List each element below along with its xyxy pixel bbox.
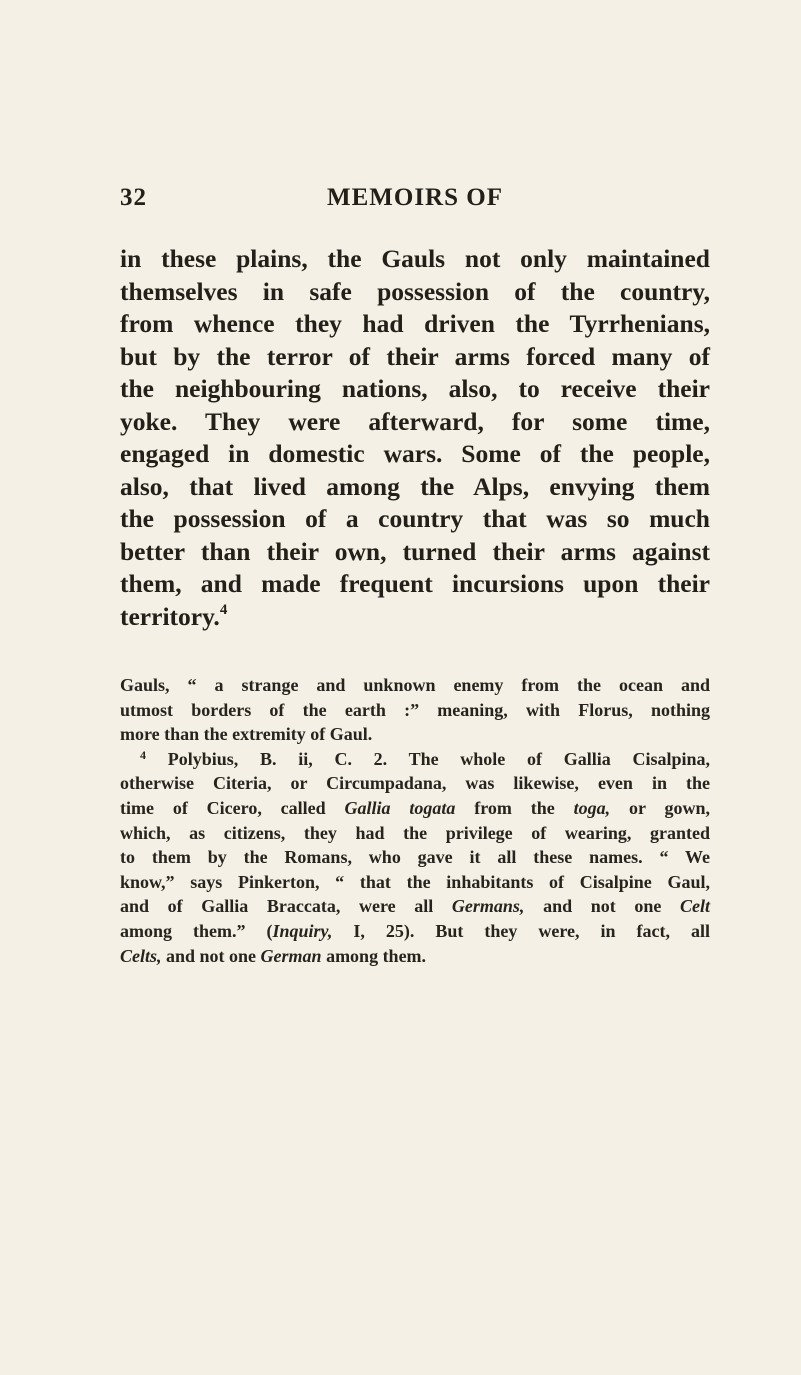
footnote-4-line: which, as citizens, they had the privilege of wearing, granted	[120, 822, 710, 843]
footnote-4-line: and of Gallia Braccata, were all Germans, and not one Celt	[120, 896, 710, 917]
footnote-line: more than the extremity of Gaul.	[120, 724, 373, 745]
footnote-4-line: among them.” (Inquiry, I, 25). But they were, in fact, all	[120, 920, 710, 941]
footnote-4-line: time of Cicero, called Gallia togata from the toga, or gown,	[120, 797, 710, 818]
footnote-4-line: Celts, and not one German among them.	[120, 945, 427, 966]
footnotes	[120, 673, 710, 968]
footnote-reference: 4	[219, 601, 228, 618]
body-line-last	[120, 601, 710, 634]
body-paragraph	[120, 243, 710, 633]
footnote-4-line: to them by the Romans, who gave it all these names. “ We	[120, 847, 710, 868]
page-header	[120, 184, 710, 224]
footnote-line: utmost borders of the earth :” meaning, with Florus, nothing	[120, 699, 710, 720]
body-line: yoke. They were afterward, for some time,	[120, 406, 710, 436]
body-line: better than their own, turned their arms against	[120, 536, 710, 566]
footnote-mark: 4	[140, 747, 146, 762]
footnote-4-line: $^4$ Polybius, B. ii, C. 2. The whole of Gallia Cisalpina,	[140, 747, 710, 769]
footnote-4-line: otherwise Citeria, or Circumpadana, was likewise, even in the	[120, 773, 710, 794]
body-line: themselves in safe possession of the country,	[120, 276, 710, 306]
body-line: in these plains, the Gauls not only maintained	[120, 244, 710, 273]
body-line: also, that lived among the Alps, envying them	[120, 471, 710, 501]
body-line: from whence they had driven the Tyrrhenians,	[120, 309, 710, 338]
body-line-text: territory.	[120, 601, 220, 631]
body-line: but by the terror of their arms forced many of	[120, 341, 710, 371]
body-line: them, and made frequent incursions upon their	[120, 569, 710, 598]
page-number: 32	[120, 184, 147, 211]
body-line: the possession of a country that was so much	[120, 504, 710, 533]
body-line: the neighbouring nations, also, to receive their	[120, 374, 710, 403]
running-head: MEMOIRS OF	[327, 184, 503, 211]
footnote-4-line: know,” says Pinkerton, “ that the inhabitants of Cisalpine Gaul,	[120, 871, 710, 892]
body-line: engaged in domestic wars. Some of the people,	[120, 439, 710, 468]
footnote-line: Gauls, “ a strange and unknown enemy from the ocean and	[120, 675, 710, 695]
